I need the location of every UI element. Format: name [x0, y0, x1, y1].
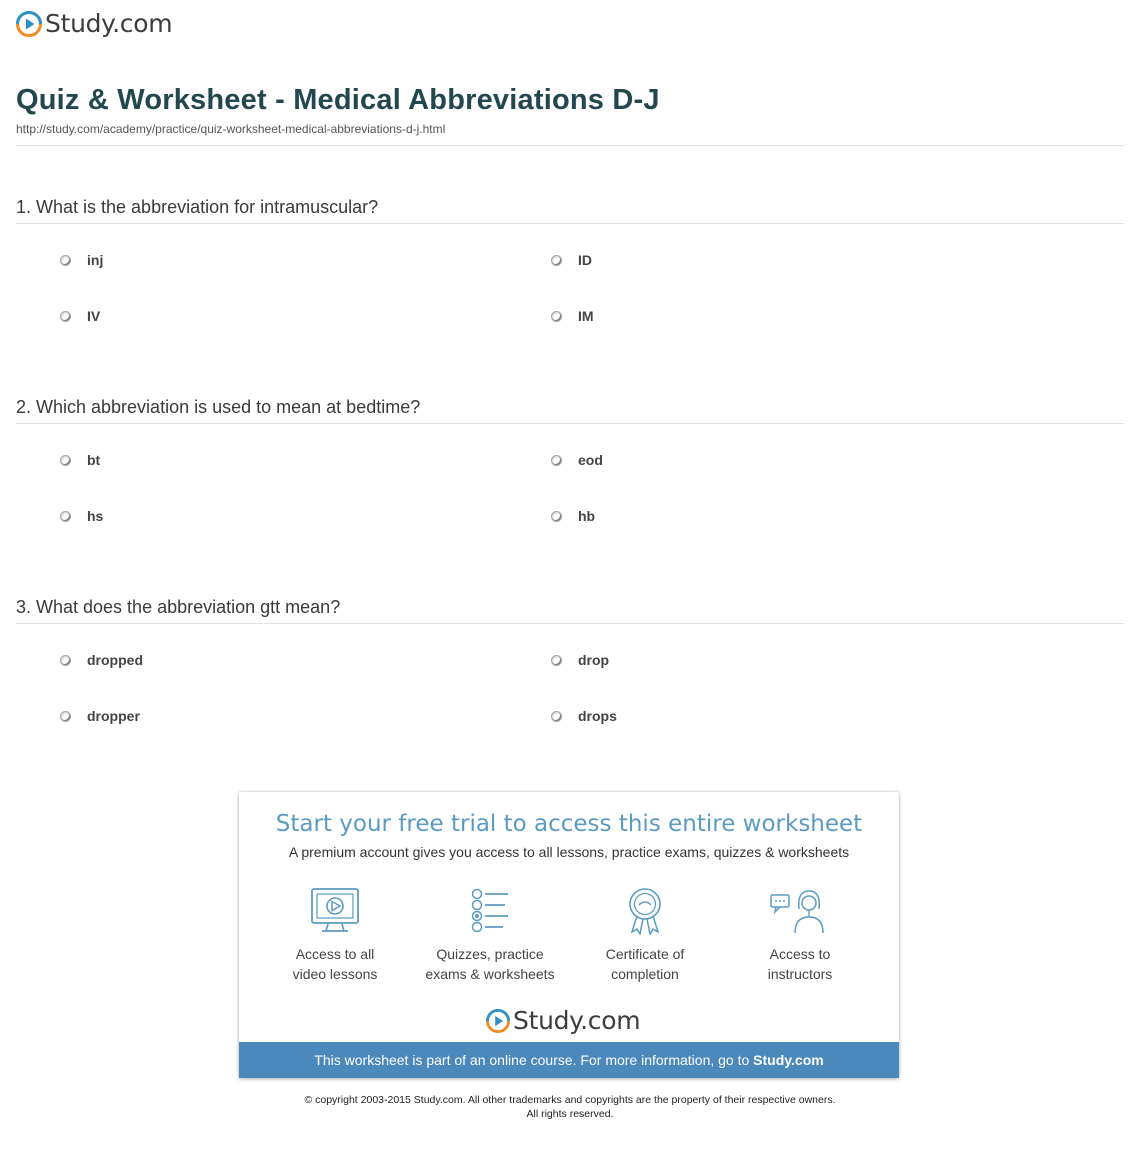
option-label: IM: [578, 308, 594, 324]
logo-text: Study.com: [45, 9, 173, 38]
radio-button[interactable]: [551, 255, 562, 266]
radio-button[interactable]: [551, 655, 562, 666]
divider: [16, 223, 1124, 224]
radio-button[interactable]: [60, 455, 71, 466]
option-label: ID: [578, 252, 592, 268]
radio-button[interactable]: [551, 455, 562, 466]
option-label: dropper: [87, 708, 140, 724]
answer-option[interactable]: [551, 306, 594, 326]
answer-option[interactable]: [551, 650, 609, 670]
feature-certificate: [560, 887, 730, 984]
answer-option[interactable]: [551, 706, 617, 726]
feature-label: Access to instructors: [767, 946, 833, 982]
divider: [16, 623, 1124, 624]
promo-heading[interactable]: Start your free trial to access this entire worksheet: [275, 811, 863, 837]
rights-text: All rights reserved.: [526, 1108, 614, 1120]
feature-video-lessons: [250, 887, 420, 984]
answer-option[interactable]: [60, 706, 140, 726]
page-url[interactable]: http://study.com/academy/practice/quiz-worksheet-medical-abbreviations-d-j.html: [16, 122, 446, 136]
answer-option[interactable]: [60, 450, 100, 470]
study-com-link[interactable]: Study.com: [753, 1052, 824, 1068]
feature-quizzes: [405, 887, 575, 984]
option-label: drops: [578, 708, 617, 724]
answer-option[interactable]: [60, 650, 143, 670]
feature-label: Access to all video lessons: [292, 946, 378, 982]
promo-bar-text: This worksheet is part of an online course. For more information, go to: [314, 1052, 754, 1068]
feature-label: Certificate of completion: [605, 946, 685, 982]
answer-option[interactable]: [551, 506, 595, 526]
feature-instructors: [715, 887, 885, 984]
answer-option[interactable]: [551, 250, 592, 270]
promo-info-bar[interactable]: [239, 1042, 899, 1078]
option-label: IV: [87, 308, 101, 324]
radio-button[interactable]: [551, 311, 562, 322]
divider: [16, 145, 1124, 146]
radio-button[interactable]: [60, 511, 71, 522]
option-label: inj: [87, 252, 104, 268]
option-label: bt: [87, 452, 101, 468]
answer-option[interactable]: [551, 450, 603, 470]
certificate-ribbon-icon: [620, 887, 670, 935]
study-logo[interactable]: [486, 1006, 640, 1036]
page-title: Quiz & Worksheet - Medical Abbreviations D-J: [16, 84, 660, 116]
question-2: 2. Which abbreviation is used to mean at bedtime?: [16, 397, 421, 417]
play-logo-icon: [486, 1009, 510, 1033]
answer-option[interactable]: [60, 250, 103, 270]
option-label: dropped: [87, 652, 143, 668]
copyright-text: © copyright 2003-2015 Study.com. All other trademarks and copyrights are the property of their respective owners.: [304, 1094, 836, 1106]
play-logo-icon: [16, 11, 42, 37]
checklist-icon: [465, 887, 515, 935]
radio-button[interactable]: [551, 711, 562, 722]
question-3: 3. What does the abbreviation gtt mean?: [16, 597, 341, 617]
feature-label: Quizzes, practice exams & worksheets: [425, 946, 555, 982]
answer-option[interactable]: [60, 306, 100, 326]
footer: [0, 1093, 1140, 1121]
promo-subheading: A premium account gives you access to all lessons, practice exams, quizzes & worksheets: [288, 844, 850, 860]
study-logo[interactable]: [16, 9, 172, 39]
free-trial-promo[interactable]: [239, 792, 899, 1078]
radio-button[interactable]: [551, 511, 562, 522]
option-label: drop: [578, 652, 610, 668]
option-label: eod: [578, 452, 603, 468]
answer-option[interactable]: [60, 506, 103, 526]
video-monitor-icon: [310, 887, 360, 935]
radio-button[interactable]: [60, 311, 71, 322]
question-1: 1. What is the abbreviation for intramuscular?: [16, 197, 379, 217]
radio-button[interactable]: [60, 255, 71, 266]
instructor-chat-icon: [769, 887, 831, 935]
option-label: hb: [578, 508, 596, 524]
logo-text: Study.com: [513, 1006, 641, 1035]
radio-button[interactable]: [60, 711, 71, 722]
divider: [16, 423, 1124, 424]
radio-button[interactable]: [60, 655, 71, 666]
option-label: hs: [87, 508, 104, 524]
